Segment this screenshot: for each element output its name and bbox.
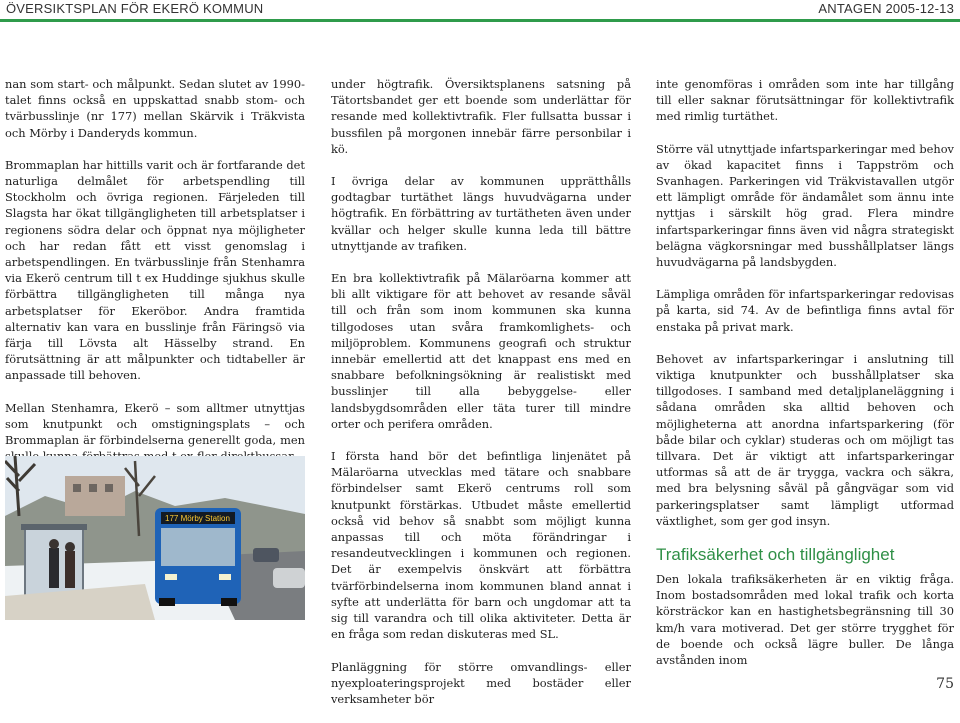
paragraph: I första hand bör det befintliga linjenätet på Mälaröarna utvecklas med tätare och snabbare förbindelser samt Ekerö centrums roll som knutpunkt förstärkas. Utbudet måste emellertid också vid behov så snabbt som möjligt kunna anpassas till och möta förändringar i resandeutvecklingen i kommunen och regionen. Det är exempelvis önskvärt att förbättra tvärförbindelserna inom kommunen bland annat i syfte att underlätta för barn och ungdomar att ta sig till varandra och till olika aktiviteter. Detta är en fråga som redan diskuteras med SL.: [331, 449, 631, 642]
header-rule: [0, 19, 960, 22]
text-column-2: [331, 76, 631, 723]
paragraph: Mellan Stenhamra, Ekerö – som alltmer utnyttjas som knutpunkt och omstigningsplats – och Brommaplan är förbindelserna generellt goda, men: [5, 400, 305, 448]
bus-destination-sign: 177 Mörby Station: [165, 514, 230, 523]
paragraph: Lämpliga områden för infartsparkeringar redovisas på karta, sid 74. Av de befintliga finns avtal för enstaka på privat mark.: [656, 287, 954, 334]
paragraph: Större väl utnyttjade infartsparkeringar med behov av ökad kapacitet finns i Tappström och Svanhagen. Parkeringen vid Träkvistavallen utgör ett lämpligt område för ändamålet som ännu inte nyttjas i särskilt hög grad. Flera mindre infartsparkeringar finns även vid några strategiskt belägna vägkorsningar med busshållplatser längs huvudvägarna på landsbygden.: [656, 141, 954, 270]
text-column-1: [5, 76, 305, 480]
section-heading: Trafiksäkerhet och tillgänglighet: [656, 545, 895, 565]
running-header: [0, 0, 960, 19]
paragraph: Behovet av infartsparkeringar i anslutning till viktiga knutpunkter och busshållplatser ska tillgodoses. I samband med detaljplaneläggning i sådana områden ska alltid behoven och möjligheterna att anordna infartsparkering (för både bilar och cyklar) studeras och om möjligt tas tillvara. Det är viktigt att infartsparkeringar utformas så att de är trygga, vackra och säkra, med bra belysning såväl på gångvägar som vid parkeringsplatser samt lämpligt utformad växtlighet, som ger god insyn.: [656, 351, 954, 528]
paragraph: nan som start- och målpunkt. Sedan slutet av 1990-talet finns också en uppskattad snabb stom- och tvärbusslinje (nr 177) mellan Skärvik i Träkvista och Mörby i Danderyds kommun.: [5, 77, 305, 140]
text-column-3: [656, 76, 954, 684]
page-number: 75: [936, 676, 954, 692]
document-title: ÖVERSIKTSPLAN FÖR EKERÖ KOMMUN: [6, 1, 264, 16]
paragraph: Planläggning för större omvandlings- eller nyexploateringsprojekt med bostäder eller verksamheter bör: [331, 659, 631, 706]
paragraph: under högtrafik. Översiktsplanens satsning på Tätortsbandet ger ett boende som underlättar för resande med kollektivtrafik. Fler fullsatta bussar i bussfilen på morgonen innebär färre personbilar i kö.: [331, 77, 631, 156]
paragraph: I övriga delar av kommunen upprätthålls godtagbar turtäthet längs huvudvägarna under högtrafik. En förbättring av turtätheten även under kvällar och helger skulle kunna leda till bättre utnyttjande av trafiken.: [331, 174, 631, 253]
paragraph: Den lokala trafiksäkerheten är en viktig fråga. Inom bostadsområden med lokal trafik och korta körsträckor kan en hastighetsbegränsning till 30 km/h vara motiverad. Det ger större trygghet för de boende och också lägre buller. De långa avstånden inom: [656, 572, 954, 668]
paragraph: inte genomföras i områden som inte har tillgång till eller saknar förutsättningar för kollektivtrafik med rimlig turtäthet.: [656, 77, 954, 124]
paragraph: Brommaplan har hittills varit och är fortfarande det naturliga delmålet för arbetspendling till Stockholm och övriga regionen. Färjeleden till Slagsta har ökat tillgängligheten till arbetsplatser i regionens södra delar och öppnat nya möjligheter och har redan fått ett visst genomslag i arbetspendlingen. En tvärbusslinje från Stenhamra via Ekerö centrum till t ex Huddinge sjukhus skulle förbättra tillgängligheten till många nya arbetsplatser för Ekeröbor. Andra framtida alternativ kan vara en busslinje från Färingsö via färja till Lövsta alt Hässelby strand. En förutsättning är att målpunkter och tidtabeller är anpassade till behoven.: [5, 157, 305, 383]
bus-stop-photo: [5, 456, 305, 620]
adoption-date: ANTAGEN 2005-12-13: [818, 1, 954, 16]
paragraph: En bra kollektivtrafik på Mälaröarna kommer att bli allt viktigare för att behovet av resande såväl till och från som inom kommunen ska kunna tillgodoses utan svåra framkomlighets- och miljöproblem. Kommunens geografi och struktur innebär emellertid att det knappast ens med en snabbare befolkningsökning är realistiskt med busslinjer till alla bebyggelse- eller landsbygdsområden eller täta turer till mindre orter och perifera områden.: [331, 271, 631, 431]
